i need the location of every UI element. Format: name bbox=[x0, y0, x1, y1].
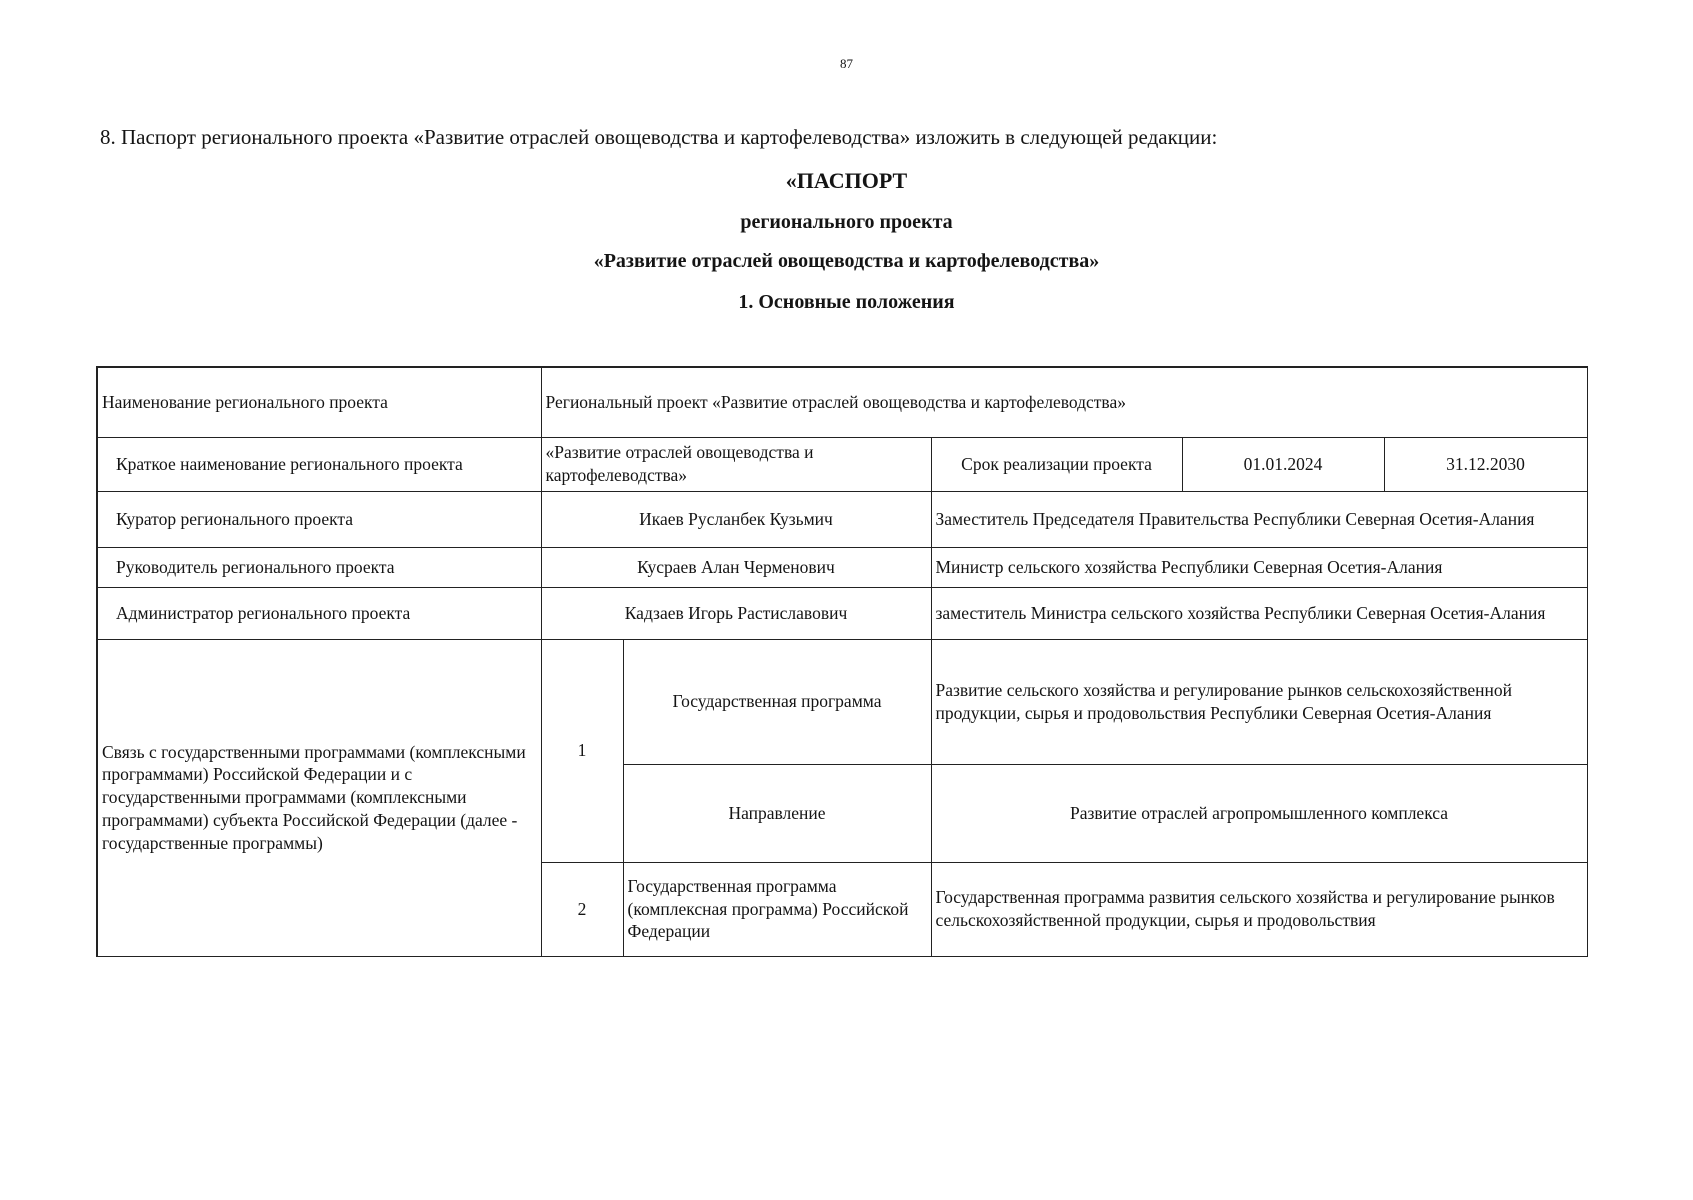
curator-person: Икаев Русланбек Кузьмич bbox=[541, 491, 931, 547]
term-label: Срок реализации проекта bbox=[931, 437, 1182, 491]
curator-label: Куратор регионального проекта bbox=[97, 491, 541, 547]
head-position: Министр сельского хозяйства Республики Северная Осетия-Алания bbox=[931, 547, 1587, 587]
table-row bbox=[97, 367, 1587, 437]
passport-title: «ПАСПОРТ bbox=[785, 168, 908, 193]
passport-table bbox=[96, 366, 1588, 957]
admin-position: заместитель Министра сельского хозяйства Республики Северная Осетия-Алания bbox=[931, 587, 1587, 639]
short-name-value: «Развитие отраслей овощеводства и картофелеводства» bbox=[541, 437, 931, 491]
program-type-label: Государственная программа bbox=[623, 639, 931, 764]
table-row bbox=[97, 547, 1587, 587]
program-type-label: Государственная программа (комплексная программа) Российской Федерации bbox=[623, 862, 931, 956]
short-name-label: Краткое наименование регионального проекта bbox=[97, 437, 541, 491]
direction-value: Развитие отраслей агропромышленного комплекса bbox=[931, 764, 1587, 862]
table-row bbox=[97, 437, 1587, 491]
admin-label: Администратор регионального проекта bbox=[97, 587, 541, 639]
program-links-label: Связь с государственными программами (комплексными программами) Российской Федерации и с государственными программами (комплексными программами) субъекта Российской Федерации (далее - государственные программы) bbox=[97, 639, 541, 956]
program-name: Развитие сельского хозяйства и регулирование рынков сельскохозяйственной продукции, сырья и продовольствия Республики Северная Осетия-Алания bbox=[931, 639, 1587, 764]
page-number: 87 bbox=[840, 56, 853, 71]
program-item-number: 1 bbox=[541, 639, 623, 862]
program-item-number: 2 bbox=[541, 862, 623, 956]
table-row bbox=[97, 491, 1587, 547]
admin-person: Кадзаев Игорь Растиславович bbox=[541, 587, 931, 639]
table-row bbox=[97, 639, 1587, 764]
term-start-date: 01.01.2024 bbox=[1182, 437, 1384, 491]
direction-label: Направление bbox=[623, 764, 931, 862]
project-name-label: Наименование регионального проекта bbox=[97, 367, 541, 437]
head-person: Кусраев Алан Черменович bbox=[541, 547, 931, 587]
project-title: «Развитие отраслей овощеводства и картофелеводства» bbox=[593, 250, 1100, 272]
project-name-value: Региональный проект «Развитие отраслей овощеводства и картофелеводства» bbox=[541, 367, 1587, 437]
term-end-date: 31.12.2030 bbox=[1384, 437, 1587, 491]
intro-paragraph: 8. Паспорт регионального проекта «Развитие отраслей овощеводства и картофелеводства» изложить в следующей редакции: bbox=[100, 125, 1218, 149]
head-label: Руководитель регионального проекта bbox=[97, 547, 541, 587]
program-name: Государственная программа развития сельского хозяйства и регулирование рынков сельскохозяйственной продукции, сырья и продовольствия bbox=[931, 862, 1587, 956]
passport-subtitle: регионального проекта bbox=[740, 211, 953, 233]
table-row bbox=[97, 587, 1587, 639]
section-title: 1. Основные положения bbox=[738, 291, 955, 313]
curator-position: Заместитель Председателя Правительства Республики Северная Осетия-Алания bbox=[931, 491, 1587, 547]
